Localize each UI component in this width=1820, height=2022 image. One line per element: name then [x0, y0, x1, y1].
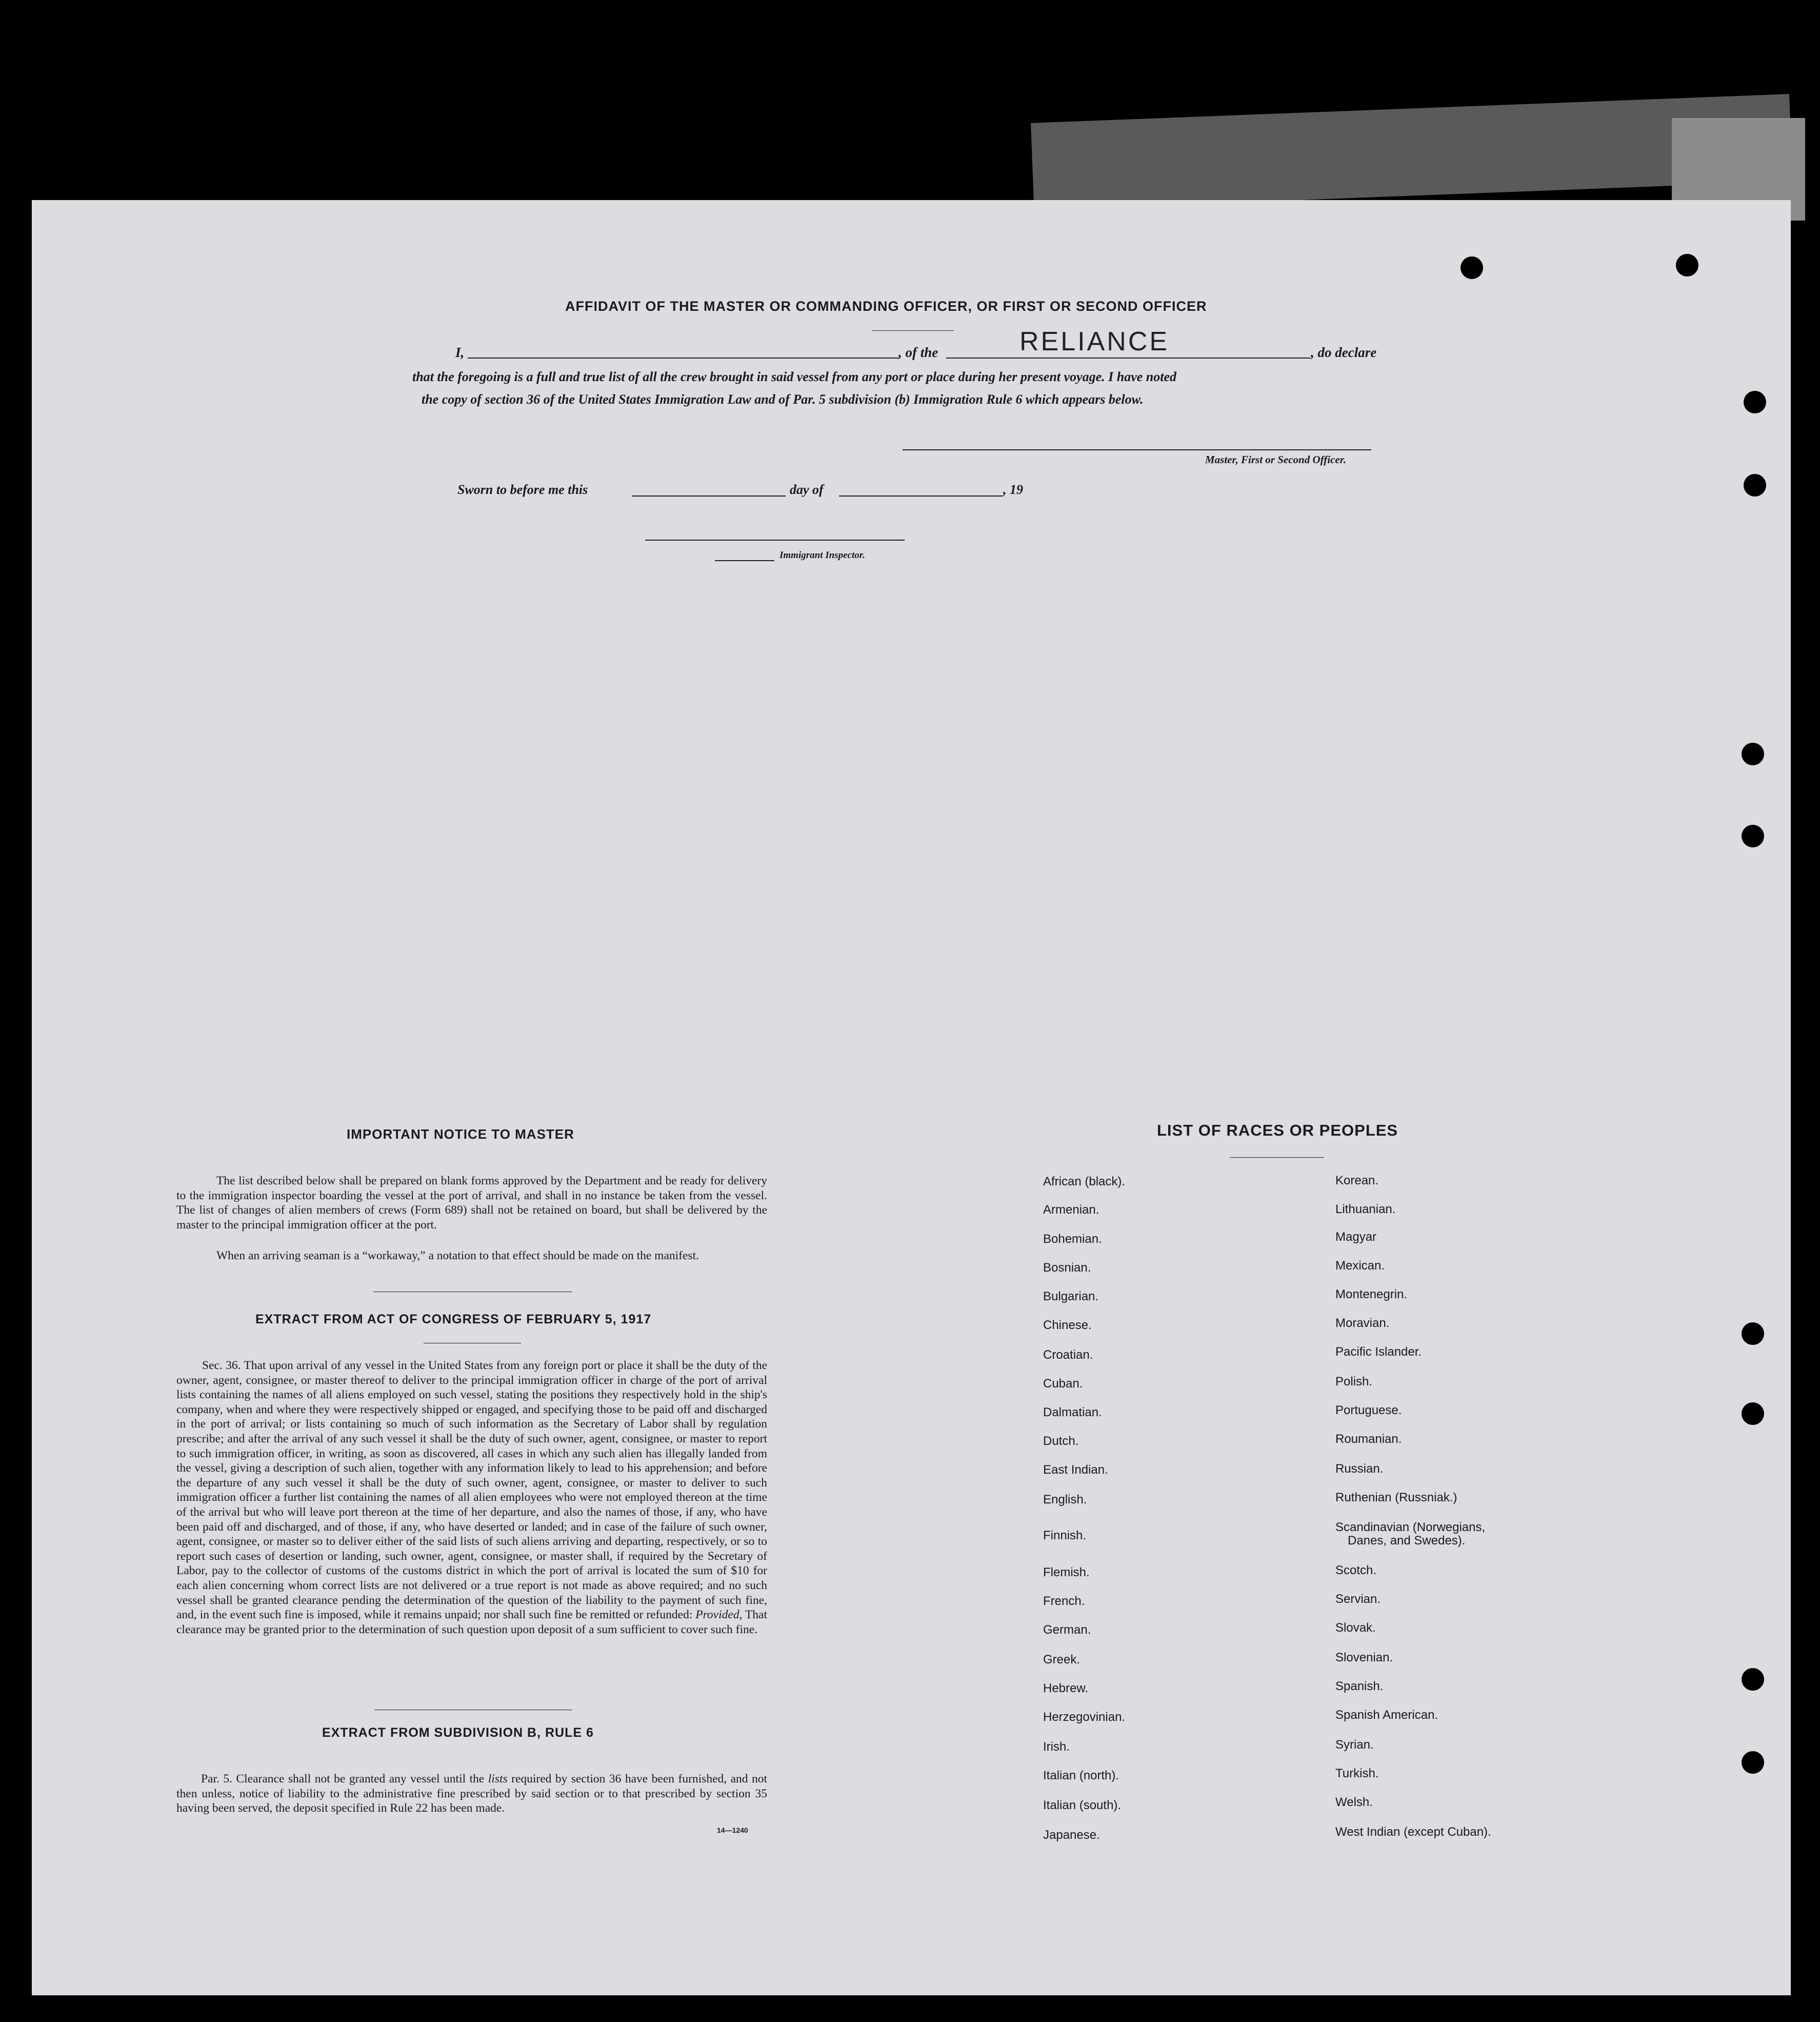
race-right-item: Russian.	[1335, 1462, 1384, 1476]
divider	[1230, 1157, 1324, 1158]
name-line	[468, 358, 898, 359]
race-right-item: Korean.	[1335, 1174, 1379, 1187]
race-right-item: West Indian (except Cuban).	[1335, 1825, 1491, 1839]
form-number: 14—1240	[717, 1826, 748, 1834]
sworn-month-line	[839, 495, 1003, 497]
divider	[872, 330, 954, 331]
race-left-item: English.	[1043, 1493, 1087, 1506]
sworn-label: Sworn to before me this	[457, 482, 588, 497]
statement-line-1: that the foregoing is a full and true list of all the crew brought in said vessel from any port or place during her present voyage. I have noted	[412, 369, 1177, 384]
binder-hole	[1742, 1668, 1764, 1691]
race-right-item: Roumanian.	[1335, 1432, 1402, 1446]
lists-word: lists	[488, 1772, 508, 1786]
race-right-item: Welsh.	[1335, 1795, 1373, 1809]
race-right-item: Portuguese.	[1335, 1403, 1402, 1417]
sec-36-body-end: That clearance may be granted prior to the determination of such question upon deposit of a sum sufficient to cover such fine.	[176, 1608, 768, 1636]
race-left-item: Dutch.	[1043, 1434, 1079, 1448]
race-left-item: East Indian.	[1043, 1463, 1108, 1477]
vessel-line	[946, 358, 1310, 359]
affidavit-title: AFFIDAVIT OF THE MASTER OR COMMANDING OFFICER, OR FIRST OR SECOND OFFICER	[565, 299, 1207, 314]
sec-label: Sec. 36.	[202, 1359, 241, 1372]
rule-6-body-a: Par. 5. Clearance shall not be granted any vessel until the	[201, 1772, 485, 1786]
sworn-day-line	[632, 495, 786, 497]
binder-hole	[1742, 1751, 1764, 1774]
race-left-item: Chinese.	[1043, 1318, 1092, 1332]
section-36-text	[176, 1358, 767, 1637]
race-right-item: Ruthenian (Russniak.)	[1335, 1491, 1457, 1504]
race-left-item: Italian (north).	[1043, 1769, 1119, 1782]
binder-hole	[1742, 825, 1764, 847]
race-right-item: Pacific Islander.	[1335, 1345, 1422, 1359]
binder-hole	[1742, 1402, 1764, 1425]
races-title: LIST OF RACES OR PEOPLES	[1157, 1121, 1398, 1139]
race-right-item: Scotch.	[1335, 1563, 1377, 1577]
extract-act-title: EXTRACT FROM ACT OF CONGRESS OF FEBRUARY 5, 1917	[255, 1312, 652, 1326]
inspector-signature-line	[645, 540, 905, 541]
binder-hole	[1461, 256, 1483, 279]
inspector-caption: Immigrant Inspector.	[779, 550, 865, 561]
race-left-item: Flemish.	[1043, 1565, 1090, 1579]
race-left-item: German.	[1043, 1623, 1091, 1637]
provided-label: Provided,	[695, 1608, 743, 1622]
race-right-item: Slovenian.	[1335, 1651, 1393, 1664]
binder-hole	[1676, 254, 1698, 276]
inspector-prefix-line	[715, 560, 774, 561]
binder-hole	[1744, 391, 1766, 413]
race-right-item: Montenegrin.	[1335, 1287, 1408, 1301]
race-left-item: French.	[1043, 1594, 1085, 1608]
race-right-item: Slovak.	[1335, 1621, 1376, 1635]
vessel-name-stamp: RELIANCE	[1019, 327, 1170, 356]
race-left-item: Herzegovinian.	[1043, 1710, 1126, 1724]
sec-36-body: That upon arrival of any vessel in the United States from any foreign port or place it shall be the duty of the owner, agent, consignee, or master thereof to deliver to the principal immigration officer in charge of the port of arrival lists containing the names of all aliens employed on such vessel, stating the positions they respectively hold in the ship's company, when and where they were respectively shipped or engaged, and specifying those to be paid off and discharged in the port of arrival; or lists containing so much of such information as the Secretary of Labor shall by regulation prescribe; and after the arrival of any such vessel it shall be the duty of such owner, agent, consignee, or master to report to such immigration officer, in writing, as soon as discovered, all cases in which any such alien has illegally landed from the vessel, giving a description of such alien, together with any information likely to lead to his apprehension; and before the departure of any such vessel it shall be the duty of such owner, agent, consignee, or master to deliver to such immigration officer a further list containing the names of all alien employees who were not employed thereon at the time of the arrival but who will leave port thereon at the time of her departure, and also the names of those, if any, who have been paid off and discharged, and of those, if any, who have deserted or landed; and in case of the failure of such owner, agent, consignee, or master so to deliver either of the said lists of such aliens arriving and departing, respectively, or so to report such cases of desertion or landing, such owner, agent, consignee, or master shall, if required by the Secretary of Labor, pay to the collector of customs of the customs district in which the port of arrival is located the sum of $10 for each alien concerning whom correct lists are not delivered or a true report is not made as above required; and no such vessel shall be granted clearance pending the determination of the question of the liability to the payment of such fine, and, in the event such fine is imposed, while it remains unpaid; nor shall such fine be remitted or refunded:	[176, 1359, 768, 1622]
race-left-item: Hebrew.	[1043, 1681, 1089, 1695]
race-left-item: Dalmatian.	[1043, 1405, 1102, 1419]
race-right-item: Mexican.	[1335, 1259, 1385, 1273]
binder-hole	[1742, 743, 1764, 765]
race-left-item: African (black).	[1043, 1175, 1126, 1188]
rule-6-text	[176, 1772, 767, 1816]
statement-line-2: the copy of section 36 of the United States Immigration Law and of Par. 5 subdivision (b) Immigration Rule 6 which appears below.	[422, 392, 1144, 407]
rule-6-body-b: required by section 36 have been furnished, and not then unless, notice of liability to the administrative fine prescribed by said section or to that prescribed by section 35 having been served, the deposit specified in Rule 22 has been made.	[176, 1772, 768, 1815]
race-right-item: Polish.	[1335, 1375, 1373, 1389]
race-right-continuation: Danes, and Swedes).	[1348, 1534, 1466, 1548]
race-left-item: Bulgarian.	[1043, 1290, 1099, 1303]
notice-title: IMPORTANT NOTICE TO MASTER	[347, 1126, 574, 1142]
race-right-item: Syrian.	[1335, 1738, 1374, 1752]
binder-hole	[1742, 1322, 1764, 1345]
i-label: I,	[455, 345, 465, 360]
race-right-item: Scandinavian (Norwegians,	[1335, 1520, 1486, 1534]
do-declare-label: , do declare	[1311, 345, 1377, 360]
document-page	[32, 200, 1791, 1995]
race-right-item: Turkish.	[1335, 1767, 1379, 1780]
race-left-item: Greek.	[1043, 1653, 1081, 1667]
race-right-item: Spanish.	[1335, 1679, 1384, 1693]
race-left-item: Croatian.	[1043, 1348, 1093, 1362]
race-right-item: Moravian.	[1335, 1316, 1390, 1330]
race-left-item: Japanese.	[1043, 1828, 1100, 1842]
race-left-item: Bohemian.	[1043, 1232, 1102, 1246]
notice-paragraph-2: When an arriving seaman is a “workaway,” a notation to that effect should be made on the manifest.	[216, 1249, 699, 1262]
race-left-item: Italian (south).	[1043, 1798, 1122, 1812]
day-of-label: day of	[790, 482, 824, 497]
of-the-label: , of the	[898, 345, 938, 360]
master-caption: Master, First or Second Officer.	[1205, 453, 1346, 466]
race-left-item: Cuban.	[1043, 1377, 1083, 1391]
race-left-item: Irish.	[1043, 1740, 1070, 1754]
race-left-item: Armenian.	[1043, 1203, 1099, 1217]
race-right-item: Servian.	[1335, 1592, 1381, 1606]
master-signature-line	[903, 449, 1371, 450]
binder-hole	[1744, 474, 1766, 497]
extract-rule-title: EXTRACT FROM SUBDIVISION B, RULE 6	[322, 1726, 594, 1740]
race-right-item: Lithuanian.	[1335, 1202, 1396, 1216]
notice-paragraph-1: The list described below shall be prepared on blank forms approved by the Department and be ready for delivery to the immigration inspector boarding the vessel at the port of arrival, and shall in no instance be taken from the vessel. The list of changes of alien members of crews (Form 689) shall not be retained on board, but shall be delivered by the master to the principal immigration officer at the port.	[176, 1174, 767, 1232]
race-right-item: Spanish American.	[1335, 1708, 1438, 1722]
year-label: , 19	[1003, 482, 1023, 497]
race-left-item: Finnish.	[1043, 1529, 1087, 1542]
race-right-item: Magyar	[1335, 1230, 1377, 1244]
race-left-item: Bosnian.	[1043, 1261, 1091, 1275]
